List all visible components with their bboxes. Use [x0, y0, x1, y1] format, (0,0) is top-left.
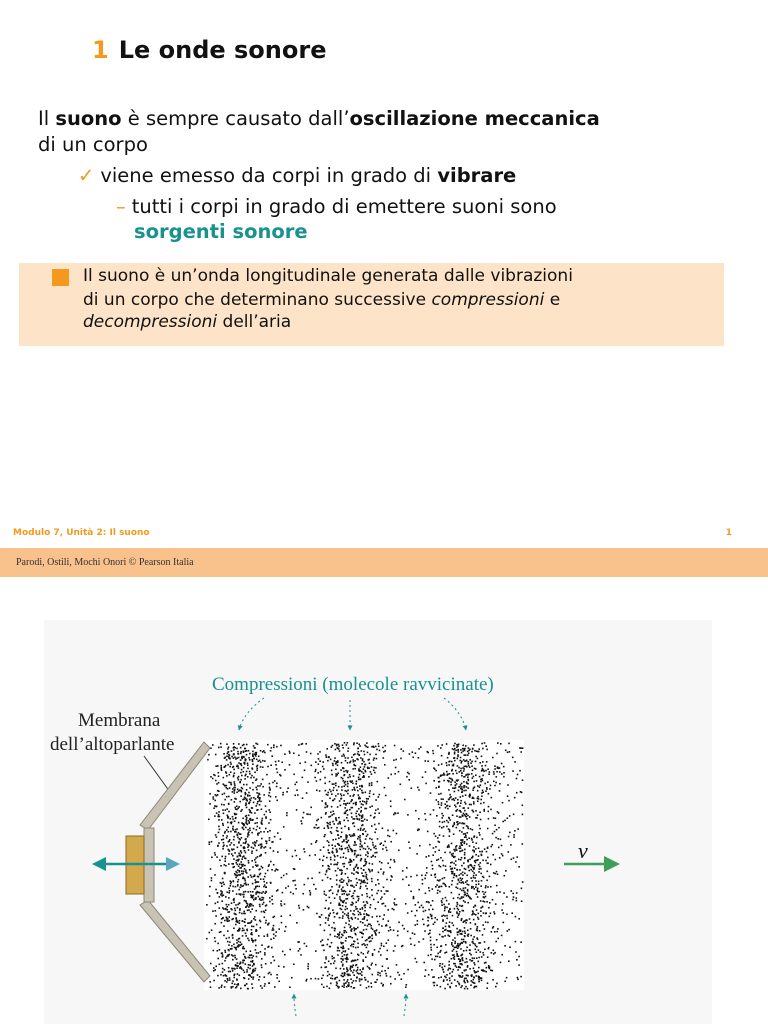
velocity-label: v — [578, 838, 588, 863]
membrane-pointer — [144, 756, 170, 792]
italic-decompressioni: decompressioni — [83, 312, 218, 332]
callout-line-2 — [83, 289, 560, 311]
paragraph-line-2: di un corpo — [38, 133, 148, 156]
figure-svg — [44, 620, 712, 1024]
decompression-arrow-2 — [404, 994, 406, 1016]
text-run: è sempre causato dall’ — [121, 107, 350, 130]
text-run: Il — [38, 107, 56, 130]
sub-bullet-text: tutti i corpi in grado di emettere suoni sono — [131, 195, 557, 218]
text-run: e — [544, 290, 561, 310]
slide-number: 1 — [92, 36, 109, 64]
checkmark-icon: ✓ — [78, 164, 95, 187]
sorgenti-sonore-highlight: sorgenti sonore — [134, 220, 308, 243]
sound-wave-figure — [44, 620, 712, 1024]
compression-arrow-1 — [239, 698, 264, 730]
callout-box — [19, 263, 724, 346]
bold-suono: suono — [55, 107, 122, 130]
compression-arrow-3 — [444, 698, 466, 730]
membrane-label-line-1: Membrana — [78, 710, 161, 731]
text-run: di un corpo che determinano successive — [83, 290, 432, 310]
paragraph-line-1 — [38, 106, 600, 132]
callout-line-1: Il suono è un’onda longitudinale generata dalle vibrazioni — [83, 266, 573, 286]
sub-bullet — [116, 194, 557, 220]
bold-oscillazione: oscillazione meccanica — [349, 107, 600, 130]
footer-module-label: Modulo 7, Unità 2: Il suono — [13, 528, 150, 538]
membrane-label-line-2: dell’altoparlante — [50, 734, 175, 755]
italic-compressioni: compressioni — [431, 290, 545, 310]
copyright-bar — [0, 548, 768, 577]
text-run: dell’aria — [217, 312, 292, 332]
decompression-arrow-1 — [294, 994, 296, 1016]
bullet-vibrare — [78, 163, 516, 189]
slide-title-text: Le onde sonore — [118, 36, 327, 64]
bullet-text: viene emesso da corpi in grado di — [100, 164, 438, 187]
square-bullet-icon — [52, 269, 69, 286]
bold-vibrare: vibrare — [437, 164, 517, 187]
callout-line-3 — [83, 311, 291, 333]
footer-page-number: 1 — [725, 528, 732, 538]
slide-footer — [0, 523, 768, 543]
copyright-text: Parodi, Ostili, Mochi Onori © Pearson Italia — [16, 557, 194, 568]
slide-title — [92, 36, 326, 64]
air-molecules — [204, 740, 524, 990]
compressions-label: Compressioni (molecole ravvicinate) — [212, 674, 494, 695]
velocity-arrow — [564, 856, 620, 872]
dash-icon: – — [116, 195, 126, 218]
